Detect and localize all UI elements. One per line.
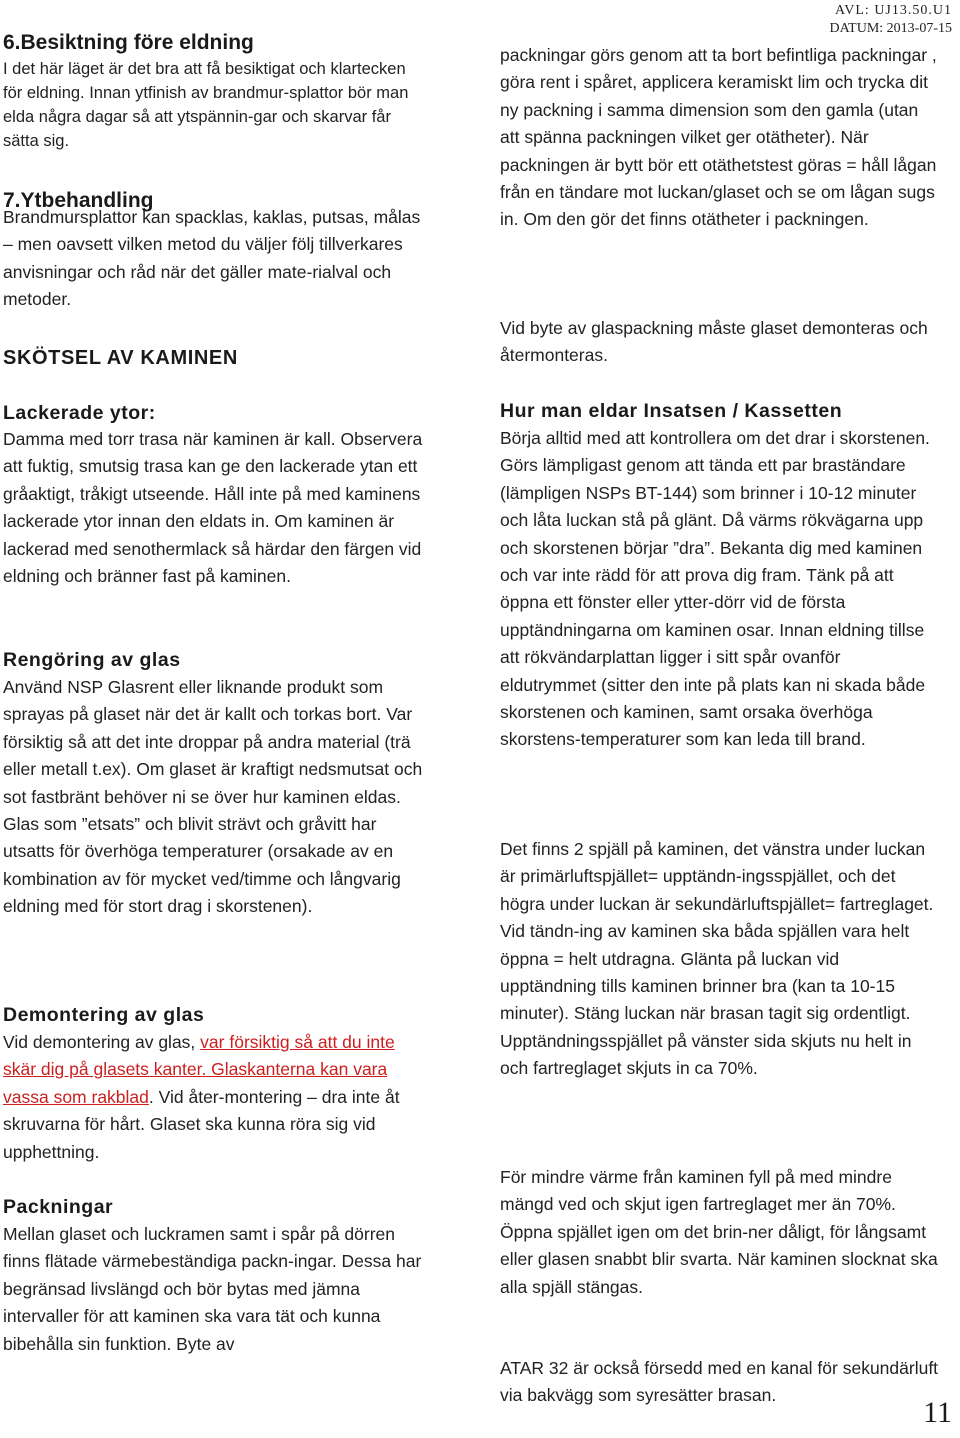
page-number: 11 [923,1396,952,1429]
glass-removal-intro: Vid demontering av glas, [3,1032,201,1052]
secondary-air-text: ATAR 32 är också försedd med en kanal för sekundärluft via bakvägg som syresätter brasan. [500,1358,939,1406]
section-6-heading: 6.Besiktning före eldning [3,31,254,54]
less-heat-text: För mindre värme från kaminen fyll på med mindre mängd ved och skjut igen fartreglaget mer än 70%. Öppna spjället igen om det brin-ner dåligt, för långsamt eller glasen snabbt blir svarta. När kaminen slocknat ska alla spjäll stängas. [500,1167,938,1297]
section-7-text: Brandmursplattor kan spacklas, kaklas, putsas, målas – men oavsett vilken metod du väljer följ tillverkares anvisningar och råd när det gäller mate-rialval och metoder. [3,207,421,310]
gaskets-heading: Packningar [3,1196,114,1218]
firing-heading: Hur man eldar Insatsen / Kassetten [500,400,843,422]
gaskets-continued-text: packningar görs genom att ta bort befintliga packningar , göra rent i spåret, applicera keramiskt lim och trycka dit ny packning i samma dimension som den gamla (utan att spänna packningen vilket ger otätheter). När packningen är bytt bör ett otäthetstest göras = håll lågan från en tändare mot luckan/glaset och se om lågan sugs in. Om den gör det finns otätheter i packningen. [500,45,937,230]
glass-cleaning-text: Använd NSP Glasrent eller liknande produkt som sprayas på glaset när det är kallt och torkas bort. Var försiktig så att det inte droppar på andra material (trä eller metall t.ex). Om glaset är kraftigt nedsmutsat och sot fastbränt behöver ni se över hur kaminen eldas. Glas som ”etsats” och blivit strävt och gråvitt har utsatts för överhöga temperaturer (orsakade av en kombination av för mycket ved/timme och långvarig eldning med för stort drag i skorstenen). [3,677,423,917]
section-6-text: I det här läget är det bra att få besiktigat och klartecken för eldning. Innan ytfinish av brandmur-splattor bör man elda några dagar så att ytspännin-gar och skarvar får sätta sig. [3,60,409,150]
gaskets-text: Mellan glaset och luckramen samt i spår på dörren finns flätade värmebeständiga packn-ingar. Dessa har begränsad livslängd och bör bytas med jämna intervaller för att kaminen ska vara tät och kunna bibehålla sin funktion. Byte av [3,1224,422,1354]
lacquered-heading: Lackerade ytor: [3,402,156,424]
glass-cleaning-heading: Rengöring av glas [3,649,181,671]
care-heading: SKÖTSEL AV KAMINEN [3,347,238,369]
document-header [830,2,953,38]
date-code: DATUM: 2013-07-15 [829,21,952,36]
glass-gasket-text: Vid byte av glaspackning måste glaset demonteras och återmonteras. [500,318,928,366]
lacquered-text: Damma med torr trasa när kaminen är kall. Observera att fuktig, smutsig trasa kan ge den lackerade ytan ett gråaktigt, tråkigt utseende. Håll inte på med kaminens lackerade ytor innan den eldats in. Om kaminen är lackerad med senothermlack så härdar den färgen vid eldning och bränner fast på kaminen. [3,429,423,587]
glass-removal-warning: var försiktig så att du inte skär dig på glasets kanter. Glaskanterna kan vara vassa som rakblad [3,1032,395,1107]
section-7-heading: 7.Ytbehandling [3,189,154,212]
avl-code: AVL: UJ13.50.U1 [834,3,952,18]
dampers-text: Det finns 2 spjäll på kaminen, det vänstra under luckan är primärluftspjället= upptändn-ingsspjället, och det högra under luckan är sekundärluftspjället= fartreglaget. Vid tändn-ing av kaminen ska båda spjällen vara helt öppna = helt utdragna. Glänta på luckan vid upptändning tills kaminen brinner bra (kan ta 10-15 minuter). Stäng luckan när brasan tagit sig ordentligt. Upptändningsspjället på vänster sida skjuts nu helt in och fartreglaget skjuts in ca 70%. [500,839,934,1079]
glass-removal-text [3,1029,423,1166]
glass-removal-rest: . Vid åter-montering – dra inte åt skruvarna för hårt. Glaset ska kunna röra sig vid upphettning. [3,1086,400,1162]
glass-removal-heading: Demontering av glas [3,1004,205,1026]
firing-text: Börja alltid med att kontrollera om det drar i skorstenen. Görs lämpligast genom att tända ett par braständare (lämpligen NSPs BT-144) som brinner i 10-12 minuter och låta luckan stå på glänt. Då värms rökvägarna upp och skorstenen börjar ”dra”. Bekanta dig med kaminen och var inte rädd för att prova dig fram. Tänk på att öppna ett fönster eller ytter-dörr vid de första upptändningarna om kaminen osar. Innan eldning tillse att rökvändarplattan ligger i sitt spår ovanför eldutrymmet (sitter den inte på plats kan ni skada både skorstenen och kaminen, samt orsaka överhöga skorstens-temperaturer som kan leda till brand. [500,428,930,750]
